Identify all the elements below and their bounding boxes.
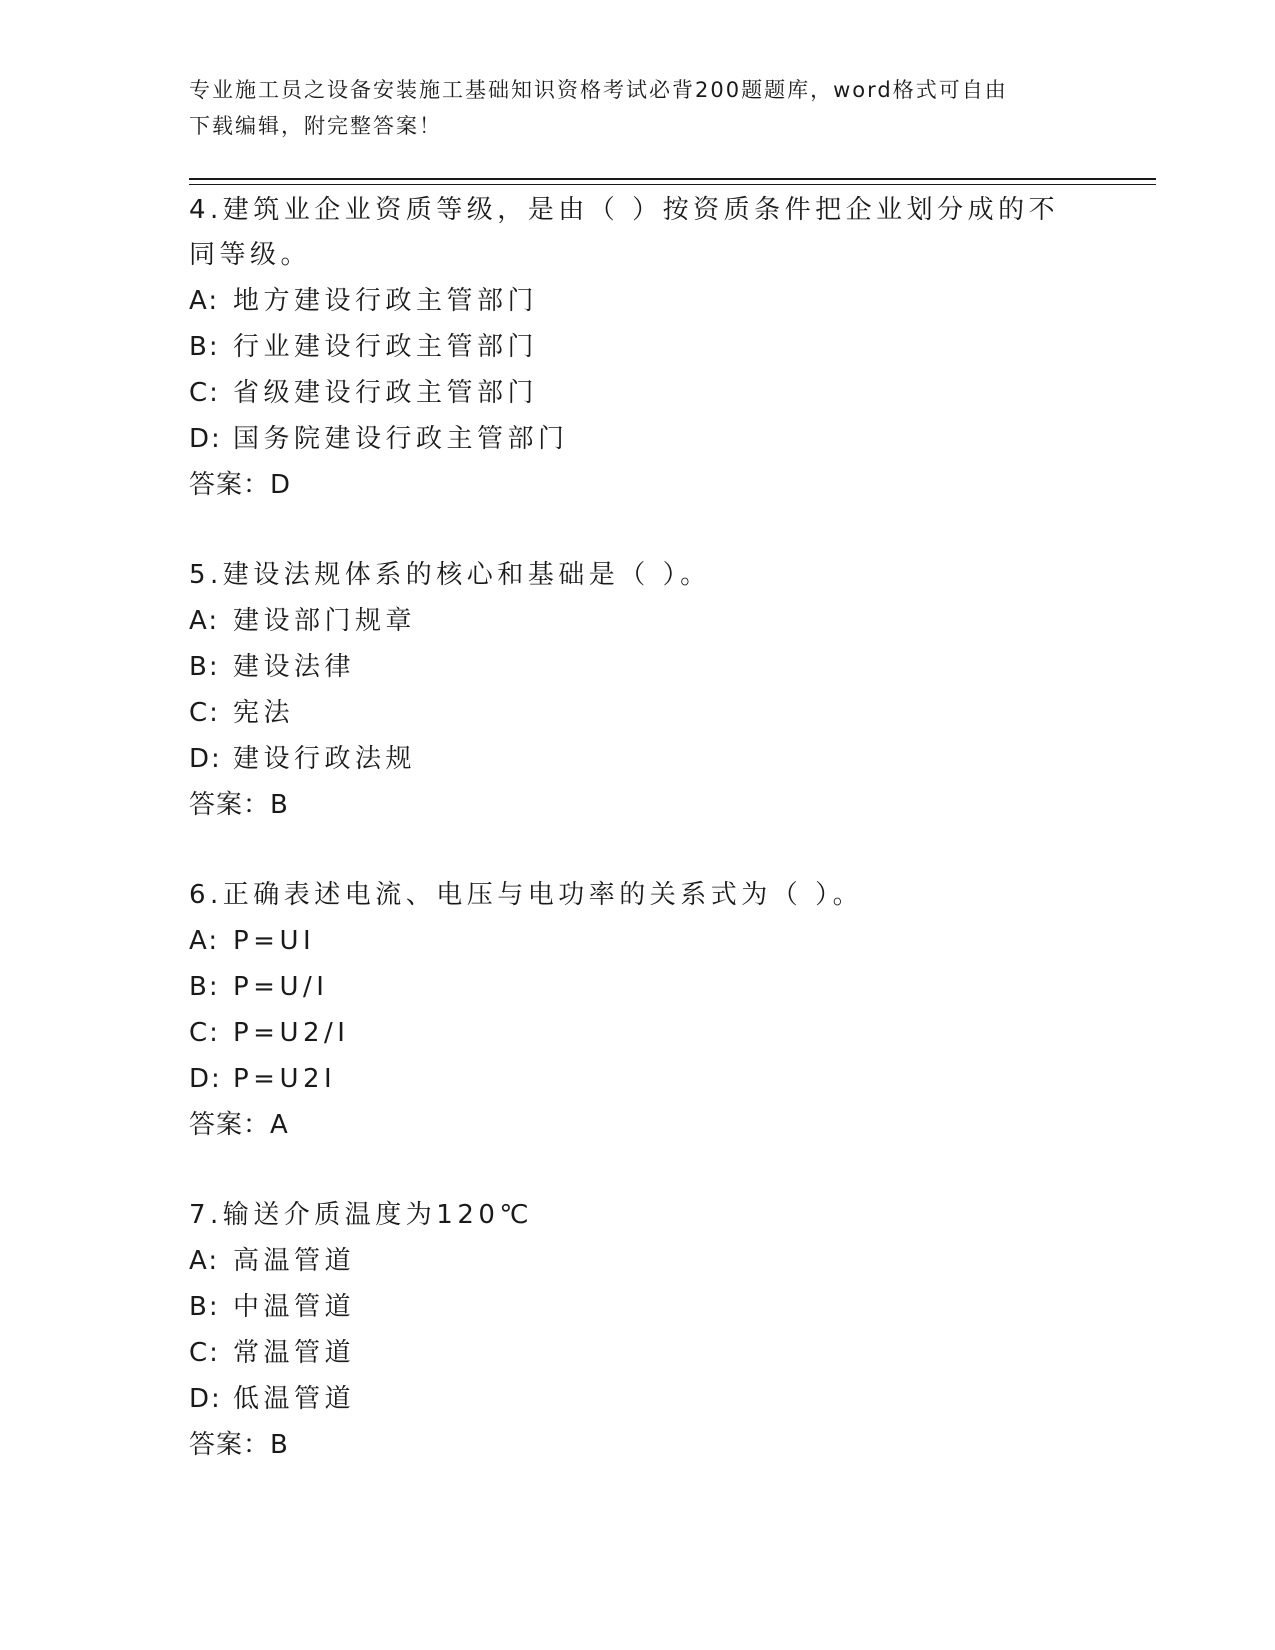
- option-a: [189, 918, 1089, 964]
- option-label: C:: [189, 698, 220, 728]
- question-4: [189, 188, 1089, 508]
- question-5: [189, 553, 1089, 828]
- option-label: A:: [189, 606, 220, 636]
- answer-line: 答案：B: [189, 790, 289, 820]
- option-d: [189, 736, 1089, 782]
- document-header: 专业施工员之设备安装施工基础知识资格考试必背200题题库，word格式可自由 下载编辑，附完整答案！: [189, 78, 1008, 138]
- option-a: [189, 278, 1089, 324]
- question-title: 4.建筑业企业资质等级，是由（ ）按资质条件把企业划分成的不同等级。: [189, 195, 1060, 270]
- option-text: 地方建设行政主管部门: [233, 286, 539, 316]
- option-text: 省级建设行政主管部门: [233, 378, 539, 408]
- option-text: 建设法律: [233, 652, 356, 682]
- option-label: A:: [189, 926, 220, 956]
- option-text: 常温管道: [233, 1338, 356, 1368]
- option-b: [189, 644, 1089, 690]
- option-text: 宪法: [233, 698, 295, 728]
- question-6: [189, 873, 1089, 1148]
- option-text: P=U2I: [233, 1064, 337, 1094]
- option-b: [189, 324, 1089, 370]
- option-label: A:: [189, 286, 220, 316]
- question-7: [189, 1193, 1089, 1468]
- question-title: 5.建设法规体系的核心和基础是（ ）。: [189, 560, 711, 590]
- option-d: [189, 416, 1089, 462]
- option-text: 中温管道: [233, 1292, 356, 1322]
- option-b: [189, 964, 1089, 1010]
- option-d: [189, 1056, 1089, 1102]
- option-label: D:: [189, 1064, 222, 1094]
- question-list: [189, 188, 1089, 1513]
- answer-line: 答案：A: [189, 1110, 289, 1140]
- option-a: [189, 1238, 1089, 1284]
- option-text: P=U2/I: [233, 1018, 350, 1048]
- option-label: A:: [189, 1246, 220, 1276]
- option-c: [189, 370, 1089, 416]
- option-text: 行业建设行政主管部门: [233, 332, 539, 362]
- option-a: [189, 598, 1089, 644]
- option-c: [189, 690, 1089, 736]
- option-label: D:: [189, 424, 222, 454]
- option-label: B:: [189, 652, 220, 682]
- option-b: [189, 1284, 1089, 1330]
- header-divider-thin: [189, 184, 1156, 185]
- option-d: [189, 1376, 1089, 1422]
- option-label: B:: [189, 1292, 220, 1322]
- option-label: B:: [189, 972, 220, 1002]
- option-text: 建设行政法规: [233, 744, 417, 774]
- answer-line: 答案：B: [189, 1430, 289, 1460]
- option-c: [189, 1330, 1089, 1376]
- option-label: C:: [189, 378, 220, 408]
- option-label: C:: [189, 1018, 220, 1048]
- option-text: P=U/I: [233, 972, 329, 1002]
- option-text: 国务院建设行政主管部门: [233, 424, 569, 454]
- option-text: P=UI: [233, 926, 316, 956]
- option-text: 高温管道: [233, 1246, 356, 1276]
- option-label: D:: [189, 744, 222, 774]
- answer-line: 答案：D: [189, 470, 292, 500]
- option-label: C:: [189, 1338, 220, 1368]
- question-title: 7.输送介质温度为120℃: [189, 1200, 534, 1230]
- option-label: D:: [189, 1384, 222, 1414]
- option-label: B:: [189, 332, 220, 362]
- header-divider-thick: [189, 178, 1156, 180]
- option-c: [189, 1010, 1089, 1056]
- option-text: 建设部门规章: [233, 606, 417, 636]
- question-title: 6.正确表述电流、电压与电功率的关系式为（ ）。: [189, 880, 864, 910]
- option-text: 低温管道: [233, 1384, 356, 1414]
